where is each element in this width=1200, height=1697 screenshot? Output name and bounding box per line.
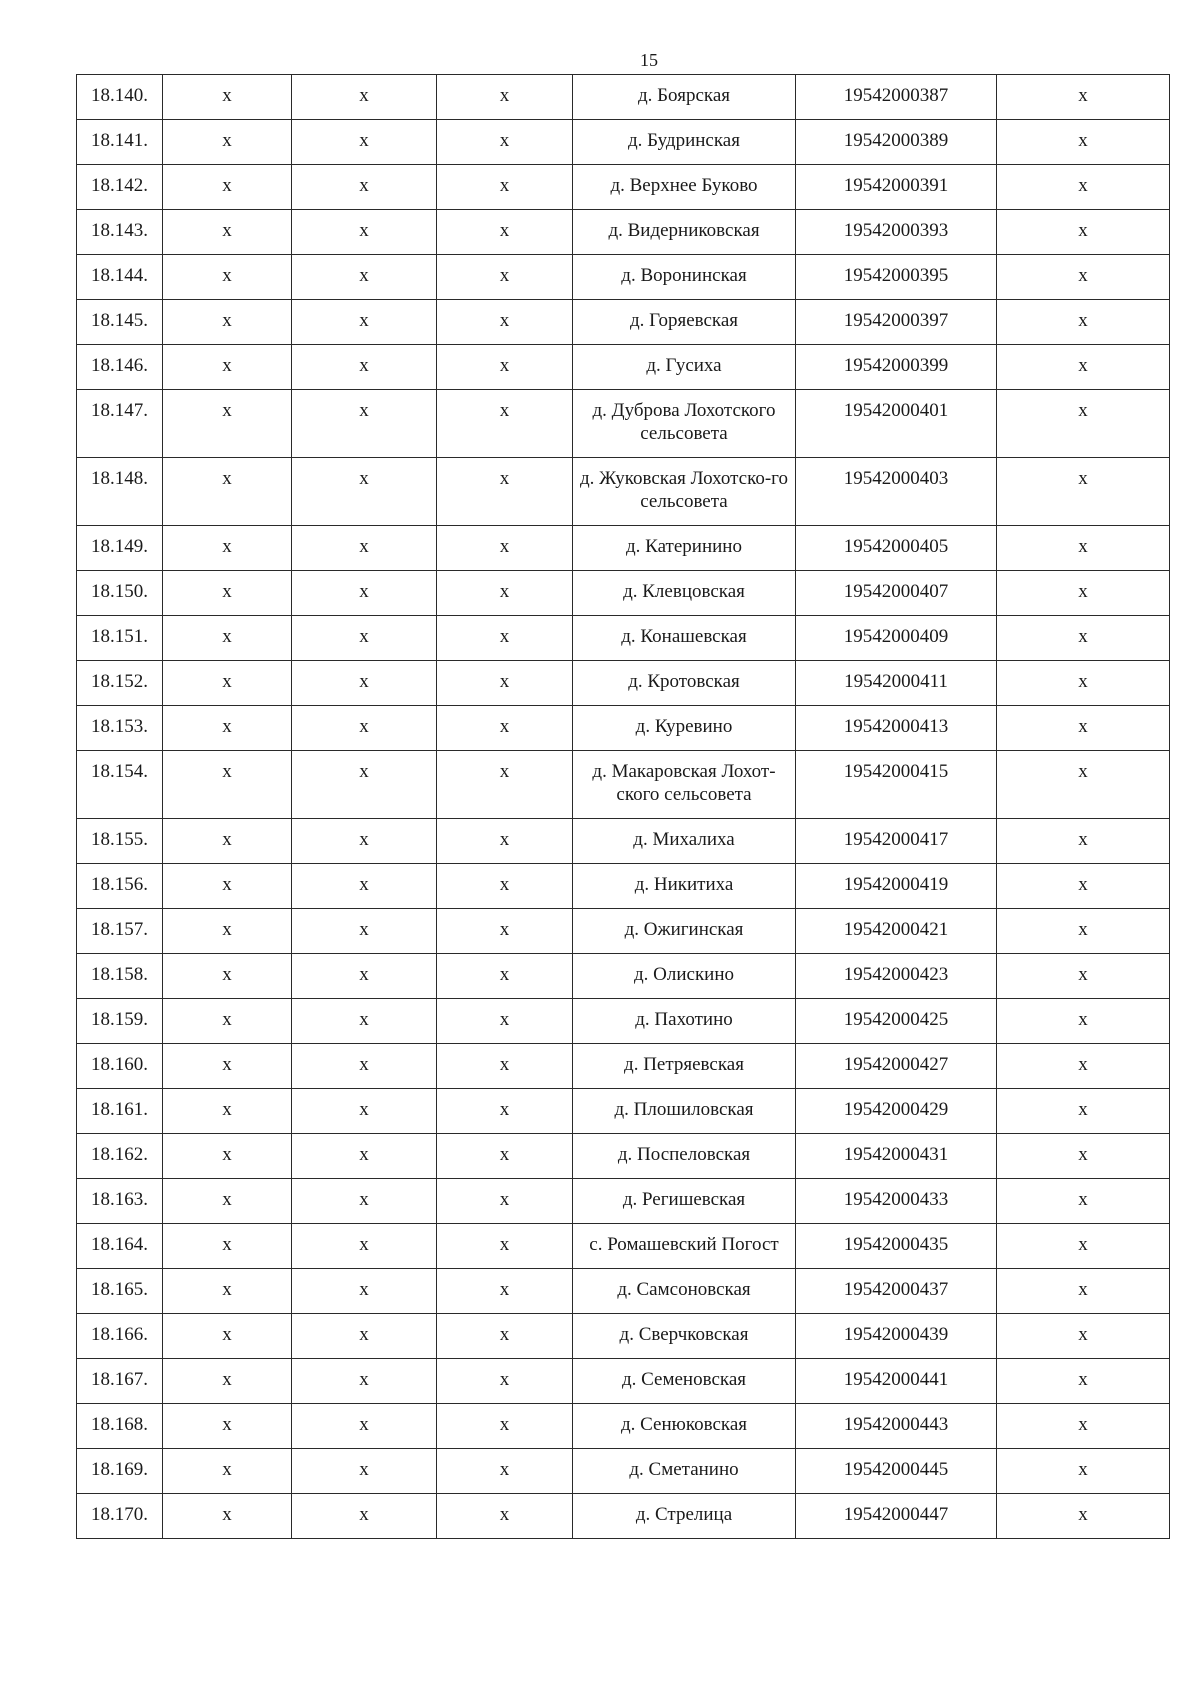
column-4-cell: x bbox=[437, 345, 573, 390]
row-number-cell: 18.160. bbox=[77, 1044, 163, 1089]
table-row bbox=[77, 864, 1170, 909]
table-row bbox=[77, 120, 1170, 165]
column-2-cell: x bbox=[163, 954, 292, 999]
table-row bbox=[77, 751, 1170, 819]
oktmo-code-cell: 19542000387 bbox=[796, 75, 997, 120]
oktmo-code-cell: 19542000417 bbox=[796, 819, 997, 864]
oktmo-code-cell: 19542000403 bbox=[796, 458, 997, 526]
column-2-cell: x bbox=[163, 255, 292, 300]
column-4-cell: x bbox=[437, 210, 573, 255]
column-7-cell: x bbox=[997, 75, 1170, 120]
settlement-name-cell: д. Куревино bbox=[573, 706, 796, 751]
column-7-cell: x bbox=[997, 210, 1170, 255]
oktmo-code-cell: 19542000395 bbox=[796, 255, 997, 300]
oktmo-code-cell: 19542000431 bbox=[796, 1134, 997, 1179]
oktmo-code-cell: 19542000409 bbox=[796, 616, 997, 661]
column-3-cell: x bbox=[292, 1269, 437, 1314]
oktmo-code-cell: 19542000441 bbox=[796, 1359, 997, 1404]
column-4-cell: x bbox=[437, 1404, 573, 1449]
settlement-name-cell: д. Регишевская bbox=[573, 1179, 796, 1224]
column-4-cell: x bbox=[437, 954, 573, 999]
column-7-cell: x bbox=[997, 1089, 1170, 1134]
oktmo-code-cell: 19542000445 bbox=[796, 1449, 997, 1494]
column-7-cell: x bbox=[997, 458, 1170, 526]
column-7-cell: x bbox=[997, 1179, 1170, 1224]
column-4-cell: x bbox=[437, 165, 573, 210]
column-2-cell: x bbox=[163, 1224, 292, 1269]
column-7-cell: x bbox=[997, 751, 1170, 819]
column-7-cell: x bbox=[997, 661, 1170, 706]
oktmo-code-cell: 19542000401 bbox=[796, 390, 997, 458]
row-number-cell: 18.168. bbox=[77, 1404, 163, 1449]
column-2-cell: x bbox=[163, 1089, 292, 1134]
table-row bbox=[77, 526, 1170, 571]
table-row bbox=[77, 661, 1170, 706]
table-row bbox=[77, 571, 1170, 616]
column-7-cell: x bbox=[997, 616, 1170, 661]
settlement-name-cell: д. Гусиха bbox=[573, 345, 796, 390]
table-row bbox=[77, 390, 1170, 458]
oktmo-code-cell: 19542000415 bbox=[796, 751, 997, 819]
settlement-name-cell: д. Воронинская bbox=[573, 255, 796, 300]
row-number-cell: 18.163. bbox=[77, 1179, 163, 1224]
table-row bbox=[77, 1314, 1170, 1359]
table-row bbox=[77, 1179, 1170, 1224]
column-7-cell: x bbox=[997, 999, 1170, 1044]
table-row bbox=[77, 909, 1170, 954]
column-7-cell: x bbox=[997, 1314, 1170, 1359]
column-4-cell: x bbox=[437, 1134, 573, 1179]
oktmo-code-cell: 19542000397 bbox=[796, 300, 997, 345]
settlement-name-cell: д. Поспеловская bbox=[573, 1134, 796, 1179]
column-7-cell: x bbox=[997, 819, 1170, 864]
column-2-cell: x bbox=[163, 864, 292, 909]
row-number-cell: 18.162. bbox=[77, 1134, 163, 1179]
oktmo-code-cell: 19542000421 bbox=[796, 909, 997, 954]
settlement-name-cell: д. Сенюковская bbox=[573, 1404, 796, 1449]
column-2-cell: x bbox=[163, 1359, 292, 1404]
table-row bbox=[77, 1359, 1170, 1404]
column-2-cell: x bbox=[163, 458, 292, 526]
column-4-cell: x bbox=[437, 75, 573, 120]
page-number: 15 bbox=[640, 50, 658, 70]
row-number-cell: 18.144. bbox=[77, 255, 163, 300]
row-number-cell: 18.143. bbox=[77, 210, 163, 255]
row-number-cell: 18.169. bbox=[77, 1449, 163, 1494]
column-7-cell: x bbox=[997, 864, 1170, 909]
column-4-cell: x bbox=[437, 1044, 573, 1089]
column-3-cell: x bbox=[292, 1134, 437, 1179]
column-3-cell: x bbox=[292, 1449, 437, 1494]
row-number-cell: 18.147. bbox=[77, 390, 163, 458]
row-number-cell: 18.151. bbox=[77, 616, 163, 661]
settlement-name-cell: д. Клевцовская bbox=[573, 571, 796, 616]
column-3-cell: x bbox=[292, 819, 437, 864]
row-number-cell: 18.170. bbox=[77, 1494, 163, 1539]
settlement-name-cell: д. Семеновская bbox=[573, 1359, 796, 1404]
column-3-cell: x bbox=[292, 345, 437, 390]
column-3-cell: x bbox=[292, 909, 437, 954]
oktmo-code-cell: 19542000393 bbox=[796, 210, 997, 255]
column-3-cell: x bbox=[292, 300, 437, 345]
column-3-cell: x bbox=[292, 120, 437, 165]
column-2-cell: x bbox=[163, 1404, 292, 1449]
oktmo-code-cell: 19542000425 bbox=[796, 999, 997, 1044]
oktmo-code-cell: 19542000435 bbox=[796, 1224, 997, 1269]
column-2-cell: x bbox=[163, 661, 292, 706]
column-4-cell: x bbox=[437, 864, 573, 909]
settlement-name-cell: д. Пахотино bbox=[573, 999, 796, 1044]
table-row bbox=[77, 819, 1170, 864]
column-3-cell: x bbox=[292, 1089, 437, 1134]
column-2-cell: x bbox=[163, 1494, 292, 1539]
settlement-name-cell: д. Плошиловская bbox=[573, 1089, 796, 1134]
oktmo-code-cell: 19542000399 bbox=[796, 345, 997, 390]
row-number-cell: 18.140. bbox=[77, 75, 163, 120]
settlement-name-cell: д. Петряевская bbox=[573, 1044, 796, 1089]
settlement-name-cell: д. Конашевская bbox=[573, 616, 796, 661]
row-number-cell: 18.149. bbox=[77, 526, 163, 571]
settlement-name-cell: с. Ромашевский Погост bbox=[573, 1224, 796, 1269]
column-2-cell: x bbox=[163, 909, 292, 954]
column-2-cell: x bbox=[163, 751, 292, 819]
table-row bbox=[77, 458, 1170, 526]
row-number-cell: 18.157. bbox=[77, 909, 163, 954]
column-7-cell: x bbox=[997, 1134, 1170, 1179]
table-row bbox=[77, 300, 1170, 345]
column-4-cell: x bbox=[437, 751, 573, 819]
column-7-cell: x bbox=[997, 390, 1170, 458]
settlement-name-cell: д. Олискино bbox=[573, 954, 796, 999]
oktmo-code-cell: 19542000437 bbox=[796, 1269, 997, 1314]
column-2-cell: x bbox=[163, 706, 292, 751]
column-2-cell: x bbox=[163, 526, 292, 571]
settlement-name-cell: д. Катеринино bbox=[573, 526, 796, 571]
row-number-cell: 18.152. bbox=[77, 661, 163, 706]
column-7-cell: x bbox=[997, 1044, 1170, 1089]
oktmo-code-cell: 19542000419 bbox=[796, 864, 997, 909]
table-row bbox=[77, 1224, 1170, 1269]
column-2-cell: x bbox=[163, 345, 292, 390]
column-4-cell: x bbox=[437, 1314, 573, 1359]
settlement-name-cell: д. Самсоновская bbox=[573, 1269, 796, 1314]
row-number-cell: 18.154. bbox=[77, 751, 163, 819]
column-3-cell: x bbox=[292, 1044, 437, 1089]
column-3-cell: x bbox=[292, 1494, 437, 1539]
column-3-cell: x bbox=[292, 864, 437, 909]
table-row bbox=[77, 706, 1170, 751]
column-2-cell: x bbox=[163, 1269, 292, 1314]
column-2-cell: x bbox=[163, 1449, 292, 1494]
column-2-cell: x bbox=[163, 1314, 292, 1359]
column-3-cell: x bbox=[292, 954, 437, 999]
column-4-cell: x bbox=[437, 616, 573, 661]
row-number-cell: 18.142. bbox=[77, 165, 163, 210]
row-number-cell: 18.161. bbox=[77, 1089, 163, 1134]
row-number-cell: 18.156. bbox=[77, 864, 163, 909]
column-7-cell: x bbox=[997, 165, 1170, 210]
settlement-name-cell: д. Стрелица bbox=[573, 1494, 796, 1539]
column-7-cell: x bbox=[997, 706, 1170, 751]
row-number-cell: 18.167. bbox=[77, 1359, 163, 1404]
column-2-cell: x bbox=[163, 165, 292, 210]
table-row bbox=[77, 1089, 1170, 1134]
column-4-cell: x bbox=[437, 300, 573, 345]
column-3-cell: x bbox=[292, 999, 437, 1044]
settlement-name-cell: д. Дуброва Лохотского сельсовета bbox=[573, 390, 796, 458]
column-2-cell: x bbox=[163, 210, 292, 255]
oktmo-code-cell: 19542000427 bbox=[796, 1044, 997, 1089]
column-4-cell: x bbox=[437, 1179, 573, 1224]
column-3-cell: x bbox=[292, 706, 437, 751]
oktmo-code-cell: 19542000439 bbox=[796, 1314, 997, 1359]
column-4-cell: x bbox=[437, 120, 573, 165]
column-7-cell: x bbox=[997, 300, 1170, 345]
column-7-cell: x bbox=[997, 1269, 1170, 1314]
oktmo-code-cell: 19542000407 bbox=[796, 571, 997, 616]
column-3-cell: x bbox=[292, 75, 437, 120]
column-7-cell: x bbox=[997, 1224, 1170, 1269]
row-number-cell: 18.166. bbox=[77, 1314, 163, 1359]
table-row bbox=[77, 165, 1170, 210]
column-2-cell: x bbox=[163, 819, 292, 864]
column-7-cell: x bbox=[997, 954, 1170, 999]
settlements-table bbox=[76, 74, 1170, 1539]
column-4-cell: x bbox=[437, 1089, 573, 1134]
column-2-cell: x bbox=[163, 1179, 292, 1224]
column-4-cell: x bbox=[437, 661, 573, 706]
column-4-cell: x bbox=[437, 1359, 573, 1404]
column-7-cell: x bbox=[997, 120, 1170, 165]
column-7-cell: x bbox=[997, 345, 1170, 390]
row-number-cell: 18.145. bbox=[77, 300, 163, 345]
column-4-cell: x bbox=[437, 390, 573, 458]
column-3-cell: x bbox=[292, 751, 437, 819]
column-2-cell: x bbox=[163, 1044, 292, 1089]
oktmo-code-cell: 19542000423 bbox=[796, 954, 997, 999]
oktmo-code-cell: 19542000389 bbox=[796, 120, 997, 165]
column-7-cell: x bbox=[997, 571, 1170, 616]
row-number-cell: 18.141. bbox=[77, 120, 163, 165]
column-3-cell: x bbox=[292, 616, 437, 661]
oktmo-code-cell: 19542000405 bbox=[796, 526, 997, 571]
table-row bbox=[77, 1044, 1170, 1089]
column-7-cell: x bbox=[997, 909, 1170, 954]
column-2-cell: x bbox=[163, 1134, 292, 1179]
column-4-cell: x bbox=[437, 1494, 573, 1539]
oktmo-code-cell: 19542000413 bbox=[796, 706, 997, 751]
column-4-cell: x bbox=[437, 909, 573, 954]
oktmo-code-cell: 19542000443 bbox=[796, 1404, 997, 1449]
column-3-cell: x bbox=[292, 458, 437, 526]
table-row bbox=[77, 1269, 1170, 1314]
table-row bbox=[77, 1404, 1170, 1449]
column-4-cell: x bbox=[437, 1449, 573, 1494]
column-7-cell: x bbox=[997, 1404, 1170, 1449]
oktmo-code-cell: 19542000433 bbox=[796, 1179, 997, 1224]
column-4-cell: x bbox=[437, 999, 573, 1044]
column-3-cell: x bbox=[292, 1224, 437, 1269]
column-2-cell: x bbox=[163, 300, 292, 345]
row-number-cell: 18.158. bbox=[77, 954, 163, 999]
column-2-cell: x bbox=[163, 999, 292, 1044]
oktmo-code-cell: 19542000411 bbox=[796, 661, 997, 706]
column-2-cell: x bbox=[163, 571, 292, 616]
settlement-name-cell: д. Никитиха bbox=[573, 864, 796, 909]
oktmo-code-cell: 19542000429 bbox=[796, 1089, 997, 1134]
settlement-name-cell: д. Будринская bbox=[573, 120, 796, 165]
table-row bbox=[77, 75, 1170, 120]
settlement-name-cell: д. Боярская bbox=[573, 75, 796, 120]
column-2-cell: x bbox=[163, 120, 292, 165]
column-3-cell: x bbox=[292, 255, 437, 300]
table-row bbox=[77, 616, 1170, 661]
column-3-cell: x bbox=[292, 1179, 437, 1224]
settlement-name-cell: д. Жуковская Лохотско-го сельсовета bbox=[573, 458, 796, 526]
table-row bbox=[77, 255, 1170, 300]
row-number-cell: 18.164. bbox=[77, 1224, 163, 1269]
row-number-cell: 18.153. bbox=[77, 706, 163, 751]
column-3-cell: x bbox=[292, 571, 437, 616]
row-number-cell: 18.148. bbox=[77, 458, 163, 526]
column-4-cell: x bbox=[437, 458, 573, 526]
column-7-cell: x bbox=[997, 255, 1170, 300]
oktmo-code-cell: 19542000447 bbox=[796, 1494, 997, 1539]
settlement-name-cell: д. Сметанино bbox=[573, 1449, 796, 1494]
column-3-cell: x bbox=[292, 165, 437, 210]
settlement-name-cell: д. Михалиха bbox=[573, 819, 796, 864]
column-3-cell: x bbox=[292, 1314, 437, 1359]
row-number-cell: 18.159. bbox=[77, 999, 163, 1044]
column-4-cell: x bbox=[437, 1269, 573, 1314]
column-4-cell: x bbox=[437, 706, 573, 751]
table-row bbox=[77, 954, 1170, 999]
column-4-cell: x bbox=[437, 255, 573, 300]
column-7-cell: x bbox=[997, 1359, 1170, 1404]
table-row bbox=[77, 1449, 1170, 1494]
column-3-cell: x bbox=[292, 390, 437, 458]
settlement-name-cell: д. Кротовская bbox=[573, 661, 796, 706]
settlement-name-cell: д. Видерниковская bbox=[573, 210, 796, 255]
column-7-cell: x bbox=[997, 1449, 1170, 1494]
row-number-cell: 18.165. bbox=[77, 1269, 163, 1314]
settlement-name-cell: д. Ожигинская bbox=[573, 909, 796, 954]
table-row bbox=[77, 210, 1170, 255]
column-2-cell: x bbox=[163, 616, 292, 661]
table-row bbox=[77, 1134, 1170, 1179]
column-3-cell: x bbox=[292, 1359, 437, 1404]
settlement-name-cell: д. Горяевская bbox=[573, 300, 796, 345]
row-number-cell: 18.150. bbox=[77, 571, 163, 616]
row-number-cell: 18.146. bbox=[77, 345, 163, 390]
column-4-cell: x bbox=[437, 819, 573, 864]
column-7-cell: x bbox=[997, 526, 1170, 571]
column-4-cell: x bbox=[437, 1224, 573, 1269]
row-number-cell: 18.155. bbox=[77, 819, 163, 864]
column-3-cell: x bbox=[292, 526, 437, 571]
column-7-cell: x bbox=[997, 1494, 1170, 1539]
column-3-cell: x bbox=[292, 661, 437, 706]
settlement-name-cell: д. Сверчковская bbox=[573, 1314, 796, 1359]
settlement-name-cell: д. Макаровская Лохот-ского сельсовета bbox=[573, 751, 796, 819]
column-4-cell: x bbox=[437, 526, 573, 571]
oktmo-code-cell: 19542000391 bbox=[796, 165, 997, 210]
table-row bbox=[77, 1494, 1170, 1539]
column-2-cell: x bbox=[163, 390, 292, 458]
table-row bbox=[77, 345, 1170, 390]
settlement-name-cell: д. Верхнее Буково bbox=[573, 165, 796, 210]
column-3-cell: x bbox=[292, 210, 437, 255]
column-2-cell: x bbox=[163, 75, 292, 120]
column-4-cell: x bbox=[437, 571, 573, 616]
column-3-cell: x bbox=[292, 1404, 437, 1449]
table-body bbox=[77, 75, 1170, 1539]
table-row bbox=[77, 999, 1170, 1044]
